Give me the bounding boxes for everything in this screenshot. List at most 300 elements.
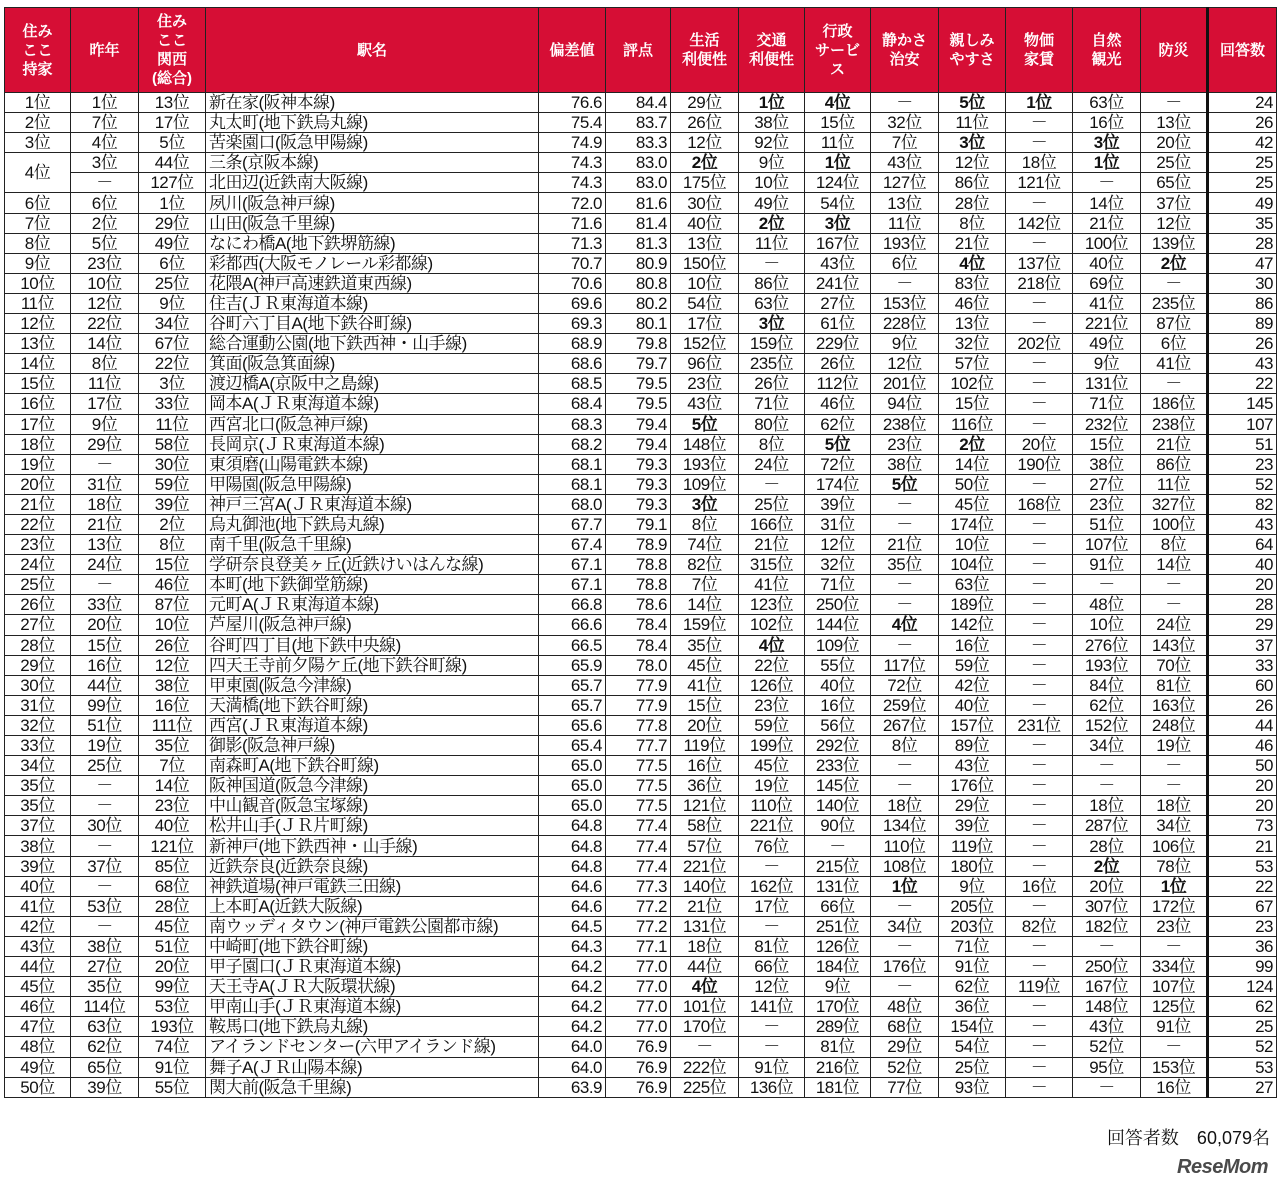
price-rent-cell: 231位: [1006, 715, 1073, 735]
friendliness-cell: 29位: [939, 796, 1006, 816]
deviation-cell: 64.8: [539, 856, 606, 876]
friendliness-cell: 32位: [939, 334, 1006, 354]
deviation-cell: 68.4: [539, 394, 606, 414]
nature-tourism-cell: 250位: [1073, 957, 1141, 977]
score-cell: 79.5: [606, 374, 671, 394]
station-name-cell: 南ウッディタウン(神戸電鉄公園都市線): [206, 916, 539, 936]
quiet-safety-cell: 72位: [871, 675, 939, 695]
station-name-cell: 舞子A(ＪＲ山陽本線): [206, 1057, 539, 1077]
respondents-cell: 33: [1208, 655, 1277, 675]
friendliness-cell: 57位: [939, 354, 1006, 374]
station-name-cell: アイランドセンター(六甲アイランド線): [206, 1037, 539, 1057]
table-row: [5, 133, 1277, 153]
transport-convenience-cell: －: [739, 1037, 805, 1057]
admin-service-cell: 43位: [805, 253, 871, 273]
respondent-count: 回答者数 60,079名: [1106, 1128, 1270, 1148]
quiet-safety-cell: 18位: [871, 796, 939, 816]
transport-convenience-cell: 45位: [739, 756, 805, 776]
deviation-cell: 64.0: [539, 1057, 606, 1077]
last-year-cell: 6位: [71, 193, 139, 213]
deviation-cell: 64.2: [539, 977, 606, 997]
deviation-cell: 64.8: [539, 816, 606, 836]
admin-service-cell: 251位: [805, 916, 871, 936]
friendliness-cell: 9位: [939, 876, 1006, 896]
rank-cell: 4位: [5, 153, 71, 193]
respondents-cell: 37: [1208, 635, 1277, 655]
score-cell: 77.0: [606, 1017, 671, 1037]
station-header: 駅名: [206, 8, 539, 93]
friendliness-cell: 2位: [939, 434, 1006, 454]
last-year-cell: 11位: [71, 374, 139, 394]
rank-cell: 16位: [5, 394, 71, 414]
price-rent-cell: －: [1006, 756, 1073, 776]
quiet-safety-cell: 8位: [871, 736, 939, 756]
rank-cell: 1位: [5, 93, 71, 113]
table-row: [5, 1037, 1277, 1057]
admin-service-cell: 233位: [805, 756, 871, 776]
nature-tourism-cell: 23位: [1073, 494, 1141, 514]
rank-cell: 35位: [5, 796, 71, 816]
respondents-cell: 49: [1208, 193, 1277, 213]
admin-service-cell: 109位: [805, 635, 871, 655]
friendliness-cell: 15位: [939, 394, 1006, 414]
respondents-cell: 43: [1208, 354, 1277, 374]
transport-convenience-cell: 1位: [739, 93, 805, 113]
deviation-cell: 65.4: [539, 736, 606, 756]
station-name-cell: 天満橋(地下鉄谷町線): [206, 695, 539, 715]
price-rent-cell: －: [1006, 555, 1073, 575]
last-year-cell: －: [71, 876, 139, 896]
rank-cell: 19位: [5, 454, 71, 474]
respondents-cell: 64: [1208, 535, 1277, 555]
transport-convenience-cell: 235位: [739, 354, 805, 374]
last-year-cell: 51位: [71, 715, 139, 735]
transport-convenience-cell: 59位: [739, 715, 805, 735]
respondents-cell: 52: [1208, 1037, 1277, 1057]
transport-convenience-cell: 41位: [739, 575, 805, 595]
last-year-cell: －: [71, 776, 139, 796]
admin-service-cell: 167位: [805, 233, 871, 253]
table-row: [5, 535, 1277, 555]
station-name-cell: 総合運動公園(地下鉄西神・山手線): [206, 334, 539, 354]
living-convenience-cell: 54位: [671, 293, 739, 313]
nature-tourism-cell: 38位: [1073, 454, 1141, 474]
station-name-cell: 中崎町(地下鉄谷町線): [206, 936, 539, 956]
transport-convenience-cell: 38位: [739, 113, 805, 133]
nature-tourism-cell: 84位: [1073, 675, 1141, 695]
deviation-cell: 68.6: [539, 354, 606, 374]
kansai-overall-cell: 3位: [139, 374, 206, 394]
price-rent-cell: 16位: [1006, 876, 1073, 896]
living-convenience-cell: 29位: [671, 93, 739, 113]
living-convenience-cell: 40位: [671, 213, 739, 233]
kansai-overall-cell: 5位: [139, 133, 206, 153]
kansai-overall-cell: 22位: [139, 354, 206, 374]
price-rent-cell: －: [1006, 796, 1073, 816]
station-name-cell: 元町A(ＪＲ東海道本線): [206, 595, 539, 615]
transport-convenience-cell: 21位: [739, 535, 805, 555]
deviation-cell: 74.3: [539, 153, 606, 173]
last-year-cell: 17位: [71, 394, 139, 414]
kansai-overall-cell: 17位: [139, 113, 206, 133]
deviation-cell: 67.1: [539, 575, 606, 595]
admin-service-cell: 131位: [805, 876, 871, 896]
deviation-cell: 75.4: [539, 113, 606, 133]
quiet-safety-cell: 35位: [871, 555, 939, 575]
nature-tourism-cell: 43位: [1073, 1017, 1141, 1037]
kansai-overall-cell: 39位: [139, 494, 206, 514]
friendliness-header: 親しみ やすさ: [939, 8, 1006, 93]
station-name-cell: 花隈A(神戸高速鉄道東西線): [206, 273, 539, 293]
table-row: [5, 555, 1277, 575]
table-row: [5, 896, 1277, 916]
deviation-cell: 68.0: [539, 494, 606, 514]
quiet-safety-cell: －: [871, 896, 939, 916]
deviation-cell: 67.4: [539, 535, 606, 555]
respondents-cell: 40: [1208, 555, 1277, 575]
station-name-cell: 近鉄奈良(近鉄奈良線): [206, 856, 539, 876]
transport-convenience-cell: 11位: [739, 233, 805, 253]
deviation-cell: 68.3: [539, 414, 606, 434]
rank-cell: 37位: [5, 816, 71, 836]
score-cell: 79.4: [606, 434, 671, 454]
rank-cell: 13位: [5, 334, 71, 354]
transport-convenience-cell: 8位: [739, 434, 805, 454]
disaster-prevention-cell: 6位: [1141, 334, 1208, 354]
score-cell: 77.4: [606, 836, 671, 856]
score-cell: 79.3: [606, 454, 671, 474]
quiet-safety-cell: －: [871, 514, 939, 534]
quiet-safety-cell: －: [871, 273, 939, 293]
kansai-overall-cell: 51位: [139, 936, 206, 956]
quiet-safety-cell: 48位: [871, 997, 939, 1017]
deviation-cell: 68.1: [539, 474, 606, 494]
rank-cell: 20位: [5, 474, 71, 494]
admin-service-cell: 72位: [805, 454, 871, 474]
friendliness-cell: 25位: [939, 1057, 1006, 1077]
kansai-overall-cell: 16位: [139, 695, 206, 715]
admin-service-cell: 174位: [805, 474, 871, 494]
price-rent-cell: 121位: [1006, 173, 1073, 193]
station-name-cell: 岡本A(ＪＲ東海道本線): [206, 394, 539, 414]
price-rent-header: 物価 家賃: [1006, 8, 1073, 93]
living-convenience-cell: 45位: [671, 655, 739, 675]
nature-tourism-cell: 10位: [1073, 615, 1141, 635]
price-rent-cell: －: [1006, 856, 1073, 876]
rank-cell: 10位: [5, 273, 71, 293]
last-year-cell: 39位: [71, 1077, 139, 1097]
deviation-cell: 63.9: [539, 1077, 606, 1097]
respondents-cell: 29: [1208, 615, 1277, 635]
quiet-safety-cell: －: [871, 936, 939, 956]
rank-cell: 17位: [5, 414, 71, 434]
disaster-prevention-cell: 25位: [1141, 153, 1208, 173]
friendliness-cell: 91位: [939, 957, 1006, 977]
quiet-safety-cell: 77位: [871, 1077, 939, 1097]
rank-cell: 27位: [5, 615, 71, 635]
rank-cell: 29位: [5, 655, 71, 675]
score-cell: 80.9: [606, 253, 671, 273]
score-cell: 77.0: [606, 977, 671, 997]
deviation-cell: 68.2: [539, 434, 606, 454]
nature-tourism-cell: 69位: [1073, 273, 1141, 293]
disaster-prevention-cell: －: [1141, 776, 1208, 796]
station-name-cell: 関大前(阪急千里線): [206, 1077, 539, 1097]
respondents-cell: 51: [1208, 434, 1277, 454]
friendliness-cell: 3位: [939, 133, 1006, 153]
score-cell: 77.4: [606, 856, 671, 876]
living-convenience-cell: 150位: [671, 253, 739, 273]
price-rent-cell: －: [1006, 615, 1073, 635]
deviation-cell: 65.6: [539, 715, 606, 735]
disaster-prevention-cell: 19位: [1141, 736, 1208, 756]
price-rent-cell: －: [1006, 514, 1073, 534]
living-convenience-cell: 96位: [671, 354, 739, 374]
quiet-safety-cell: 5位: [871, 474, 939, 494]
admin-service-cell: 55位: [805, 655, 871, 675]
living-convenience-cell: 101位: [671, 997, 739, 1017]
score-cell: 80.2: [606, 293, 671, 313]
nature-tourism-cell: 167位: [1073, 977, 1141, 997]
station-name-cell: 四天王寺前夕陽ケ丘(地下鉄谷町線): [206, 655, 539, 675]
kansai-overall-cell: 14位: [139, 776, 206, 796]
quiet-safety-cell: －: [871, 776, 939, 796]
living-convenience-cell: 10位: [671, 273, 739, 293]
living-convenience-cell: 44位: [671, 957, 739, 977]
admin-service-cell: 46位: [805, 394, 871, 414]
station-name-cell: 甲東園(阪急今津線): [206, 675, 539, 695]
rank-cell: 24位: [5, 555, 71, 575]
quiet-safety-cell: 267位: [871, 715, 939, 735]
score-cell: 78.4: [606, 635, 671, 655]
respondents-cell: 25: [1208, 153, 1277, 173]
admin-service-header: 行政 サービ ス: [805, 8, 871, 93]
rank-cell: 44位: [5, 957, 71, 977]
kansai-overall-cell: 13位: [139, 93, 206, 113]
admin-service-cell: 124位: [805, 173, 871, 193]
station-name-cell: 夙川(阪急神戸線): [206, 193, 539, 213]
score-cell: 83.0: [606, 153, 671, 173]
nature-tourism-cell: 287位: [1073, 816, 1141, 836]
transport-convenience-cell: 162位: [739, 876, 805, 896]
nature-tourism-cell: 221位: [1073, 314, 1141, 334]
station-name-cell: 新神戸(地下鉄西神・山手線): [206, 836, 539, 856]
last-year-cell: 14位: [71, 334, 139, 354]
kansai-overall-cell: 53位: [139, 997, 206, 1017]
rank-cell: 23位: [5, 535, 71, 555]
last-year-cell: －: [71, 454, 139, 474]
living-convenience-cell: 7位: [671, 575, 739, 595]
respondents-cell: 36: [1208, 936, 1277, 956]
kansai-overall-cell: 9位: [139, 293, 206, 313]
deviation-cell: 68.9: [539, 334, 606, 354]
admin-service-cell: 241位: [805, 273, 871, 293]
transport-convenience-cell: 25位: [739, 494, 805, 514]
living-convenience-cell: 18位: [671, 936, 739, 956]
transport-convenience-cell: 66位: [739, 957, 805, 977]
admin-service-cell: 9位: [805, 977, 871, 997]
admin-service-cell: 11位: [805, 133, 871, 153]
table-row: [5, 655, 1277, 675]
kansai-overall-cell: 55位: [139, 1077, 206, 1097]
disaster-prevention-cell: 12位: [1141, 213, 1208, 233]
living-convenience-cell: 57位: [671, 836, 739, 856]
price-rent-cell: －: [1006, 595, 1073, 615]
respondents-cell: 20: [1208, 575, 1277, 595]
price-rent-cell: 137位: [1006, 253, 1073, 273]
nature-tourism-header: 自然 観光: [1073, 8, 1141, 93]
table-row: [5, 575, 1277, 595]
price-rent-cell: －: [1006, 655, 1073, 675]
rank-cell: 35位: [5, 776, 71, 796]
quiet-safety-cell: －: [871, 494, 939, 514]
admin-service-cell: 250位: [805, 595, 871, 615]
deviation-cell: 64.2: [539, 957, 606, 977]
kansai-overall-cell: 44位: [139, 153, 206, 173]
table-row: [5, 233, 1277, 253]
friendliness-cell: 21位: [939, 233, 1006, 253]
transport-convenience-cell: －: [739, 856, 805, 876]
nature-tourism-cell: 1位: [1073, 153, 1141, 173]
respondents-cell: 86: [1208, 293, 1277, 313]
nature-tourism-cell: 152位: [1073, 715, 1141, 735]
admin-service-cell: 5位: [805, 434, 871, 454]
nature-tourism-cell: 91位: [1073, 555, 1141, 575]
last-year-cell: －: [71, 173, 139, 193]
transport-convenience-cell: －: [739, 1017, 805, 1037]
friendliness-cell: 13位: [939, 314, 1006, 334]
friendliness-cell: 43位: [939, 756, 1006, 776]
table-row: [5, 414, 1277, 434]
quiet-safety-cell: 228位: [871, 314, 939, 334]
friendliness-cell: 154位: [939, 1017, 1006, 1037]
last-year-cell: 62位: [71, 1037, 139, 1057]
price-rent-cell: 18位: [1006, 153, 1073, 173]
transport-convenience-cell: 102位: [739, 615, 805, 635]
deviation-cell: 66.6: [539, 615, 606, 635]
last-year-cell: 3位: [71, 153, 139, 173]
price-rent-cell: －: [1006, 394, 1073, 414]
last-year-cell: 1位: [71, 93, 139, 113]
table-row: [5, 675, 1277, 695]
table-row: [5, 796, 1277, 816]
station-name-cell: 谷町六丁目A(地下鉄谷町線): [206, 314, 539, 334]
friendliness-cell: 180位: [939, 856, 1006, 876]
admin-service-cell: 56位: [805, 715, 871, 735]
last-year-cell: 10位: [71, 273, 139, 293]
living-convenience-cell: 16位: [671, 756, 739, 776]
rank-cell: 48位: [5, 1037, 71, 1057]
disaster-prevention-cell: 23位: [1141, 916, 1208, 936]
friendliness-cell: 119位: [939, 836, 1006, 856]
rank-cell: 25位: [5, 575, 71, 595]
admin-service-cell: 145位: [805, 776, 871, 796]
transport-convenience-cell: 23位: [739, 695, 805, 715]
price-rent-cell: 202位: [1006, 334, 1073, 354]
table-row: [5, 957, 1277, 977]
disaster-prevention-cell: 20位: [1141, 133, 1208, 153]
kansai-overall-cell: 40位: [139, 816, 206, 836]
transport-convenience-cell: 136位: [739, 1077, 805, 1097]
respondents-cell: 25: [1208, 1017, 1277, 1037]
friendliness-cell: 157位: [939, 715, 1006, 735]
respondents-cell: 46: [1208, 736, 1277, 756]
station-name-cell: 新在家(阪神本線): [206, 93, 539, 113]
rank-cell: 15位: [5, 374, 71, 394]
table-row: [5, 997, 1277, 1017]
nature-tourism-cell: 107位: [1073, 535, 1141, 555]
deviation-header: 偏差値: [539, 8, 606, 93]
table-row: [5, 1017, 1277, 1037]
nature-tourism-cell: 9位: [1073, 354, 1141, 374]
resemom-logo: ReseMom: [1177, 1156, 1268, 1178]
score-cell: 78.8: [606, 575, 671, 595]
price-rent-cell: －: [1006, 1077, 1073, 1097]
disaster-prevention-cell: 125位: [1141, 997, 1208, 1017]
kansai-overall-cell: 1位: [139, 193, 206, 213]
table-row: [5, 1077, 1277, 1097]
kansai-overall-cell: 12位: [139, 655, 206, 675]
kansai-overall-cell: 193位: [139, 1017, 206, 1037]
station-name-cell: 神鉄道場(神戸電鉄三田線): [206, 876, 539, 896]
rank-cell: 11位: [5, 293, 71, 313]
quiet-safety-cell: 193位: [871, 233, 939, 253]
table-row: [5, 354, 1277, 374]
rank-cell: 21位: [5, 494, 71, 514]
admin-service-cell: 66位: [805, 896, 871, 916]
table-row: [5, 736, 1277, 756]
nature-tourism-cell: 40位: [1073, 253, 1141, 273]
transport-convenience-cell: 315位: [739, 555, 805, 575]
table-row: [5, 514, 1277, 534]
disaster-prevention-cell: 81位: [1141, 675, 1208, 695]
deviation-cell: 64.6: [539, 896, 606, 916]
table-row: [5, 756, 1277, 776]
kansai-overall-cell: 25位: [139, 273, 206, 293]
living-convenience-cell: 8位: [671, 514, 739, 534]
friendliness-cell: 116位: [939, 414, 1006, 434]
kansai-overall-cell: 46位: [139, 575, 206, 595]
disaster-prevention-cell: －: [1141, 575, 1208, 595]
price-rent-cell: －: [1006, 896, 1073, 916]
disaster-prevention-cell: －: [1141, 273, 1208, 293]
disaster-prevention-cell: 18位: [1141, 796, 1208, 816]
respondents-cell: 82: [1208, 494, 1277, 514]
transport-convenience-cell: 3位: [739, 314, 805, 334]
disaster-prevention-cell: 235位: [1141, 293, 1208, 313]
kansai-overall-cell: 26位: [139, 635, 206, 655]
station-name-cell: 烏丸御池(地下鉄烏丸線): [206, 514, 539, 534]
score-cell: 77.9: [606, 695, 671, 715]
last-year-cell: 18位: [71, 494, 139, 514]
living-convenience-cell: 221位: [671, 856, 739, 876]
living-convenience-cell: 12位: [671, 133, 739, 153]
friendliness-cell: 62位: [939, 977, 1006, 997]
score-cell: 77.1: [606, 936, 671, 956]
station-name-cell: 苦楽園口(阪急甲陽線): [206, 133, 539, 153]
disaster-prevention-cell: 172位: [1141, 896, 1208, 916]
deviation-cell: 64.3: [539, 936, 606, 956]
living-convenience-cell: 170位: [671, 1017, 739, 1037]
friendliness-cell: 54位: [939, 1037, 1006, 1057]
nature-tourism-cell: 51位: [1073, 514, 1141, 534]
deviation-cell: 65.0: [539, 756, 606, 776]
deviation-cell: 70.7: [539, 253, 606, 273]
price-rent-cell: －: [1006, 675, 1073, 695]
rank-cell: 2位: [5, 113, 71, 133]
living-convenience-cell: 159位: [671, 615, 739, 635]
deviation-cell: 74.3: [539, 173, 606, 193]
